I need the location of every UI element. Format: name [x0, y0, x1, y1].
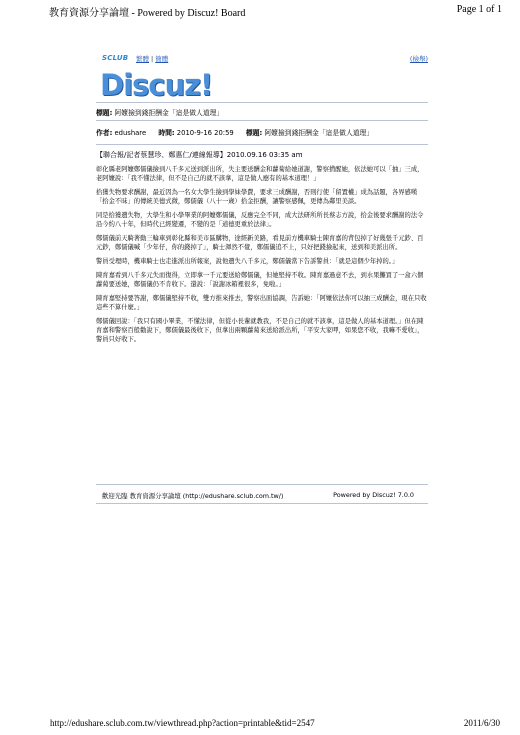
print-header — [0, 0, 520, 18]
time-label: 時間: — [158, 129, 175, 137]
post-time: 2010-9-16 20:59 — [176, 129, 234, 137]
discuz-logo: Discuz! — [100, 68, 213, 102]
post-paragraph: 陳育嘉堅持要答謝，鄭儒儀堅持不收，雙方推來推去，警察出面協調，告訴她：「阿嬤依法你可以抽三成酬金，現在只收這些不算什麼。」 — [96, 295, 427, 311]
traditional-chinese-link[interactable]: 繁體 — [136, 55, 149, 63]
footer-welcome: 歡迎光臨 教育資源分享論壇 (http://edushare.sclub.com.tw/) — [102, 492, 284, 500]
author-label: 作者: — [96, 129, 113, 137]
post-body — [96, 145, 428, 344]
post-paragraph: 鄭儒儀回說：「我只有國小畢業，不懂法律，但從小長輩就教我，不是自己的就不該拿，這是做人的基本道理。」但在陳育嘉和警察百般勸說下，鄭儒儀最後收下，但拿出兩顆蘿蔔來送給派出所，「平安大家呷，如果您不收，我嘛不愛收」，警員只好收下。 — [96, 318, 424, 343]
print-footer-url: http://edushare.sclub.com.tw/viewthread.php?action=printable&tid=2547 — [50, 718, 315, 728]
post-paragraph: 鄭儒儀前天騎著動三輪車到彰化縣和美市區購物，途經新美路，看見前方機車騎士陳育嘉的背包掉了好幾張千元鈔、百元鈔，鄭儒儀喊「少年仔，你的錢掉了」，騎士渾然不覺，鄭儒儀追不上，只好把錢撿起來，送到和美派出所。 — [96, 235, 424, 251]
thread-title-row — [96, 103, 428, 120]
subject-label: 標題: — [245, 129, 263, 137]
forum-footer — [96, 489, 428, 501]
post-paragraph: 同是拾獲遺失物，大學生和小學畢業的阿嬤鄭儒儀，反應完全不同，成大法研所所長蔡志方說，拾金後要求酬謝的法令沿今約八十年，但時代已經變遷，不變的是「道德更重於法律」。 — [96, 212, 424, 228]
footer-divider — [96, 484, 428, 485]
footer-divider — [96, 503, 428, 504]
print-footer — [0, 716, 520, 732]
print-footer-date: 2011/6/30 — [463, 718, 500, 728]
printable-thread — [96, 52, 428, 349]
report-link[interactable]: (檢舉) — [409, 55, 428, 63]
thread-title: 阿嬤撿到錢拒酬金「這是做人道理」 — [114, 109, 224, 117]
print-header-title: 教育資源分享論壇 - Powered by Discuz! Board — [49, 8, 246, 19]
post-author: edushare — [114, 129, 147, 137]
post-subject: 阿嬤撿到錢拒酬金「這是做人道理」 — [264, 129, 374, 137]
language-separator: | — [151, 55, 154, 63]
title-label: 標題: — [96, 109, 113, 117]
sclub-logo[interactable]: SCLUB — [102, 54, 129, 62]
print-header-page: Page 1 of 1 — [456, 4, 502, 15]
post-paragraph: 警員受理時，機車騎士也走進派出所報案，說他遺失八千多元，鄭儒儀當下告訴警員：「就是這個少年掉的。」 — [96, 258, 399, 265]
simplified-chinese-link[interactable]: 簡體 — [155, 55, 169, 63]
post-paragraph: 拾獲失物要求酬謝，最近因為一名女大學生撿到學妹學費，要求三成酬謝，否則行使「留置權」成為話題，各界感嘆「拾金不昧」的傳統美德式微，鄭儒儀（八十一歲）拾金拒酬，讓警察感佩，更傳為鄰里美談。 — [96, 189, 418, 205]
post-paragraph: 陳育嘉看到八千多元失而復得，立即拿一千元要送給鄭儒儀，但她堅持不收。陳育嘉過意不去，到水果攤買了一盒六個蘿蔔要送她，鄭儒儀仍不肯收下。還說：「說謝冰箱裡很多，免啦。」 — [96, 272, 424, 288]
topbar — [96, 52, 428, 66]
post-meta — [96, 121, 428, 144]
footer-powered-by: Powered by Discuz! 7.0.0 — [333, 491, 414, 499]
language-switch — [136, 54, 168, 63]
post-paragraph: 彰化縣老阿嬤鄭儒儀撿到八千多元送到派出所，失主要送酬金和蘿蔔給她道謝，警察揹醒她，依法她可以「抽」三成，老阿嬤說：「我不懂法律，但不是自己的就不該拿，這是做人應有的基本道理！」 — [96, 166, 424, 182]
post-byline: 【聯合報/記者蔡慧珍、鄭惠仁/連線報導】2010.09.16 03:35 am — [96, 151, 303, 159]
